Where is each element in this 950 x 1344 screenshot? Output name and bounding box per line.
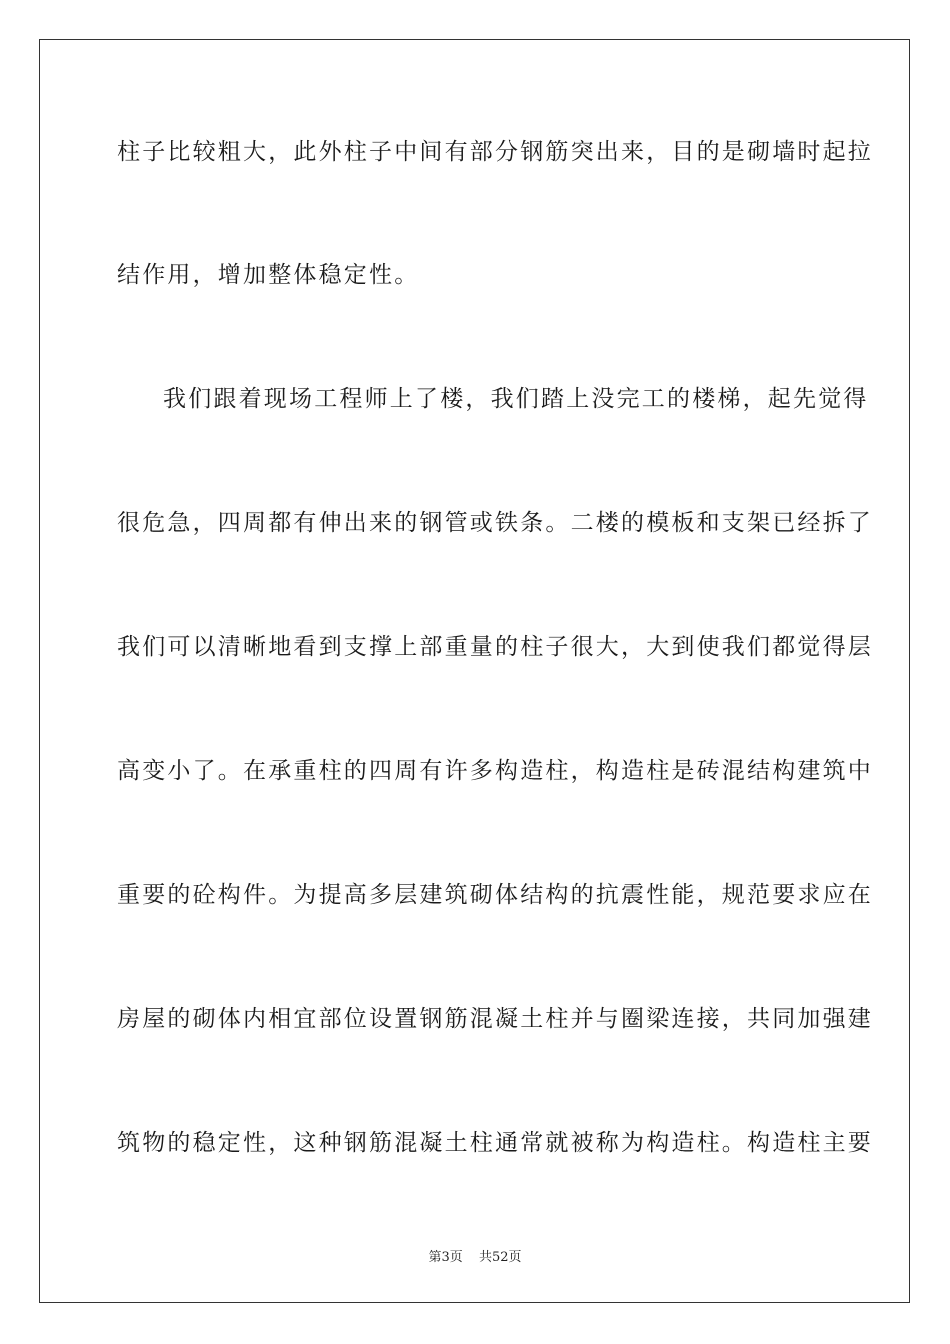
paragraph-line: 重要的砼构件。为提高多层建筑砌体结构的抗震性能，规范要求应在 bbox=[117, 882, 873, 908]
page-number: 第3页 bbox=[428, 1250, 463, 1265]
paragraph-line: 我们跟着现场工程师上了楼，我们踏上没完工的楼梯，起先觉得 bbox=[163, 386, 869, 412]
paragraph-line: 柱子比较粗大，此外柱子中间有部分钢筋突出来，目的是砌墙时起拉 bbox=[117, 139, 873, 165]
page-total: 共52页 bbox=[478, 1250, 522, 1265]
page-border bbox=[39, 39, 910, 1303]
paragraph-line: 筑物的稳定性，这种钢筋混凝土柱通常就被称为构造柱。构造柱主要 bbox=[117, 1130, 873, 1156]
paragraph-line: 房屋的砌体内相宜部位设置钢筋混凝土柱并与圈梁连接，共同加强建 bbox=[117, 1006, 873, 1032]
page-footer bbox=[0, 1246, 950, 1265]
paragraph-line: 我们可以清晰地看到支撑上部重量的柱子很大，大到使我们都觉得层 bbox=[117, 634, 873, 660]
paragraph-line: 高变小了。在承重柱的四周有许多构造柱，构造柱是砖混结构建筑中 bbox=[117, 758, 873, 784]
paragraph-line: 很危急，四周都有伸出来的钢管或铁条。二楼的模板和支架已经拆了 bbox=[117, 510, 873, 536]
paragraph-line: 结作用，增加整体稳定性。 bbox=[117, 262, 420, 288]
